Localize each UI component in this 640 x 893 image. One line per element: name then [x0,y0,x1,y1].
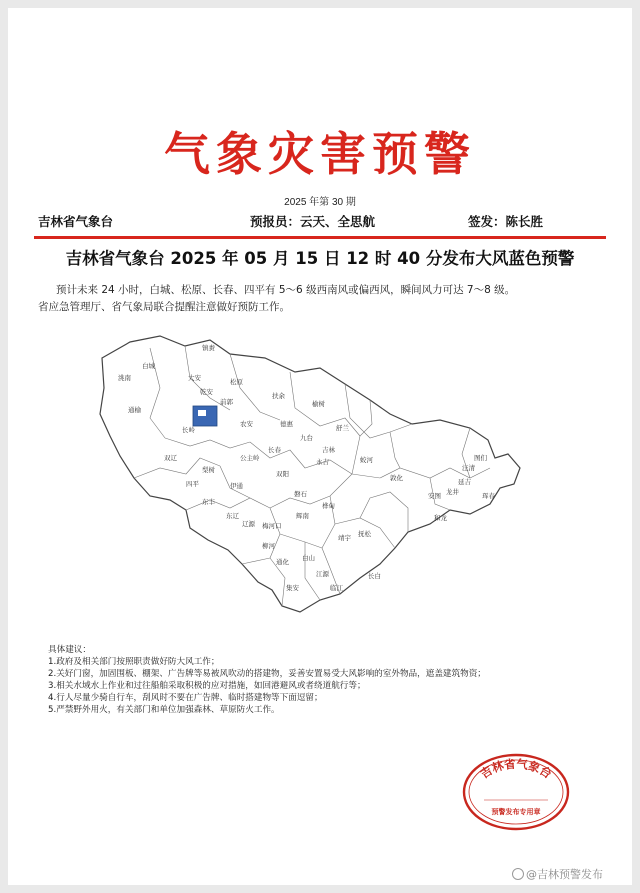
place-label: 洮南 [118,374,131,382]
place-label: 蛟河 [360,456,373,464]
advice-item: 4.行人尽量少骑自行车，刮风时不要在广告牌、临时搭建物等下面逗留； [48,693,323,703]
advice-section [48,644,608,716]
place-label: 东辽 [226,512,239,520]
place-label: 梅河口 [262,522,282,530]
place-label: 前郭 [220,398,233,406]
place-label: 柳河 [262,542,275,550]
seal-bottom-text: 预警发布专用章 [491,808,541,816]
place-label: 农安 [240,420,253,428]
red-rule-divider [34,236,606,239]
place-label: 通化 [276,558,289,566]
advice-item: 1.政府及相关部门按照职责做好防大风工作； [48,657,220,667]
province-map [90,328,560,628]
marker-flag-icon [198,410,206,416]
warning-headline: 吉林省气象台 2025 年 05 月 15 日 12 时 40 分发布大风蓝色预警 [65,249,575,268]
body-line-1: 预计未来 24 小时，白城、松原、长春、四平有 5～6 级西南风或偏西风，瞬间风力可达 7～8 级。 [56,284,516,296]
place-label: 梨树 [202,466,215,474]
advice-item: 2.关好门窗，加固围板、棚架、广告牌等易被风吹动的搭建物，妥善安置易受大风影响的室外物品，遮盖建筑物资； [48,669,486,679]
place-label: 汪清 [462,464,475,472]
document-title: 气象灾害预警 [164,127,476,181]
advice-item: 3.相关水域水上作业和过往船舶采取积极的应对措施，如回港避风或者绕道航行等； [48,681,366,691]
place-label: 白山 [302,554,315,562]
place-label: 镇赉 [202,344,215,352]
watermark [512,866,603,882]
place-label: 双阳 [276,470,289,478]
place-label: 德惠 [280,420,293,428]
place-label: 双辽 [164,454,177,462]
weibo-icon [512,868,524,880]
place-label: 白城 [142,362,155,370]
issuer: 吉林省气象台 [38,214,114,229]
place-label: 通榆 [128,406,141,414]
seal-top-text: 吉林省气象台 [477,756,555,782]
place-label: 吉林 [322,446,335,454]
map-svg [90,328,560,628]
place-label: 松原 [230,378,243,386]
place-label: 桦甸 [322,502,335,510]
place-label: 四平 [186,480,199,488]
forecasters: 预报员：云天、全思航 [250,214,376,229]
official-seal [462,752,570,832]
place-label: 延吉 [458,478,471,486]
place-label: 长岭 [182,426,195,434]
place-label: 安图 [428,492,441,500]
place-label: 长白 [368,572,381,580]
issue-number: 2025 年第 30 期 [284,197,356,208]
place-label: 大安 [188,374,201,382]
place-label: 九台 [300,434,313,442]
province-outline [100,336,520,612]
advice-heading: 具体建议： [48,645,91,655]
signer: 签发：陈长胜 [468,214,544,229]
place-label: 和龙 [434,514,447,522]
warning-body [38,282,608,316]
place-label: 辉南 [296,512,309,520]
place-label: 乾安 [200,388,213,396]
place-label: 敦化 [390,474,403,482]
place-label: 公主岭 [240,454,260,462]
place-label: 临江 [330,584,343,592]
place-label: 图们 [474,454,487,462]
place-label: 长春 [268,446,281,454]
place-label: 抚松 [358,530,371,538]
place-label: 东丰 [202,498,215,506]
watermark-text: @吉林预警发布 [526,868,603,881]
body-line-2: 省应急管理厅、省气象局联合提醒注意做好预防工作。 [38,301,290,313]
place-label: 扶余 [272,392,285,400]
place-label: 靖宇 [338,534,351,542]
place-label: 龙井 [446,488,459,496]
place-label: 江源 [316,570,329,578]
place-label: 集安 [286,584,299,592]
place-label: 珲春 [482,492,495,500]
advice-item: 5.严禁野外用火，有关部门和单位加强森林、草原防火工作。 [48,705,280,715]
place-label: 磐石 [294,490,307,498]
place-label: 辽源 [242,520,255,528]
place-label: 舒兰 [336,424,349,432]
place-label: 永吉 [316,458,329,466]
place-label: 榆树 [312,400,325,408]
place-label: 伊通 [230,482,243,490]
